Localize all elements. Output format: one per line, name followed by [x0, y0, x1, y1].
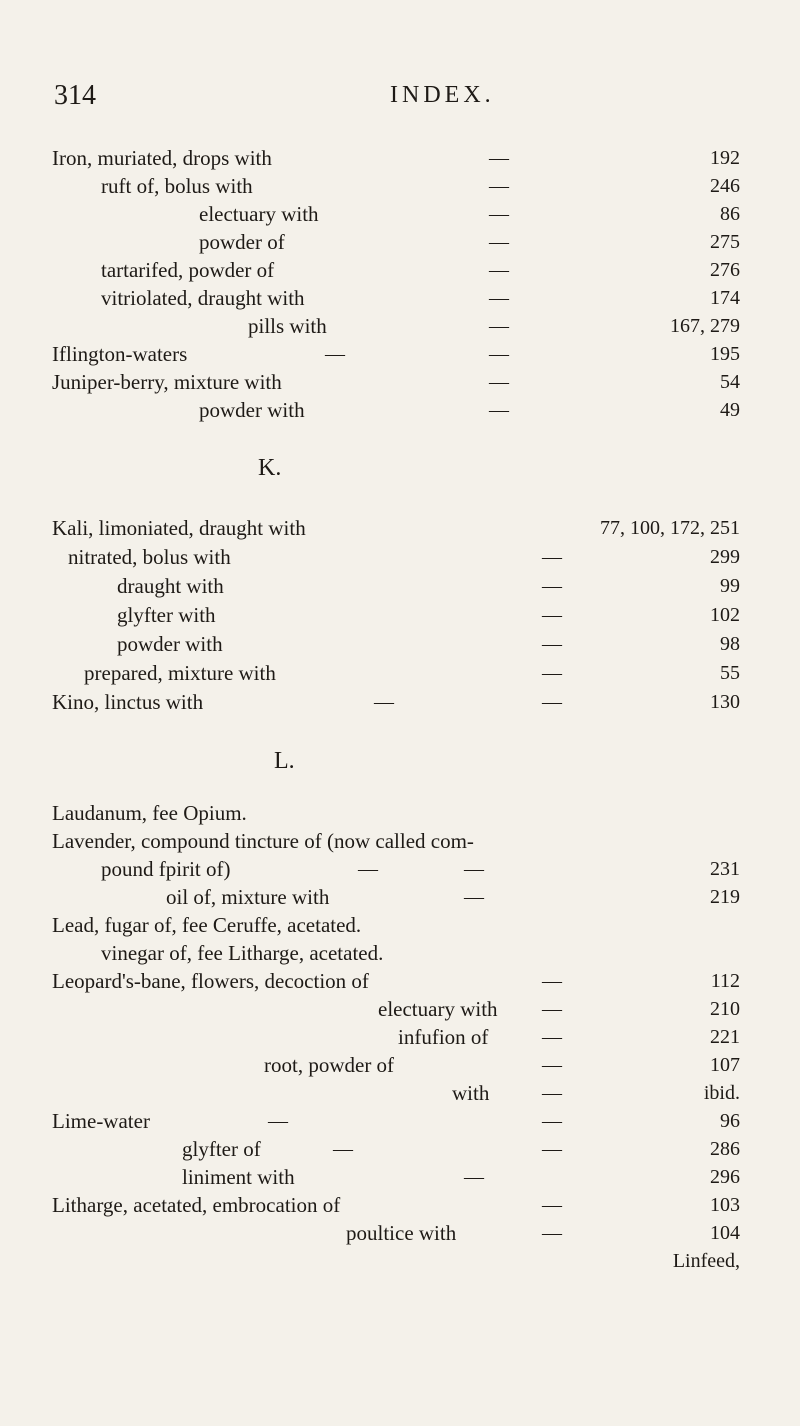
index-entry: tartarifed, powder of — 276 — [101, 258, 740, 282]
index-entry: Litharge, acetated, embrocation of — 103 — [52, 1193, 740, 1217]
index-entry: nitrated, bolus with — 299 — [68, 545, 740, 569]
index-entry: pills with — 167, 279 — [248, 314, 740, 338]
index-entry: draught with — 99 — [117, 574, 740, 598]
index-entry: Iron, muriated, drops with — 192 — [52, 146, 740, 170]
index-entry: pound fpirit of) — — 231 — [101, 857, 740, 881]
index-entry: vitriolated, draught with — 174 — [101, 286, 740, 310]
index-entry: root, powder of — 107 — [264, 1053, 740, 1077]
index-entry: powder with — 98 — [117, 632, 740, 656]
running-head: INDEX. — [390, 82, 495, 108]
catchword: Linfeed, — [672, 1250, 740, 1272]
index-entry: poultice with — 104 — [346, 1221, 740, 1245]
catchword-row — [0, 1246, 800, 1276]
page-number: 314 — [54, 80, 96, 111]
index-entry: oil of, mixture with — 219 — [166, 885, 740, 909]
index-entry: electuary with — 210 — [378, 997, 740, 1021]
index-entry: vinegar of, fee Litharge, acetated. — [101, 941, 384, 965]
index-entry: with — ibid. — [452, 1081, 740, 1105]
index-entry: prepared, mixture with — 55 — [84, 661, 740, 685]
index-entry: Kino, linctus with — — 130 — [52, 690, 740, 714]
index-entry: Kali, limoniated, draught with 77, 100, 172, 251 — [52, 516, 740, 540]
index-entry: infufion of — 221 — [398, 1025, 740, 1049]
index-entry: electuary with — 86 — [199, 202, 740, 226]
index-entry: liniment with — 296 — [182, 1165, 740, 1189]
section-letter-k: K. — [258, 455, 282, 481]
index-entry: powder of — 275 — [199, 230, 740, 254]
index-entry: Lavender, compound tincture of (now called com- — [52, 829, 474, 853]
index-entry: powder with — 49 — [199, 398, 740, 422]
index-entry: Lime-water — — 96 — [52, 1109, 740, 1133]
index-entry: ruft of, bolus with — 246 — [101, 174, 740, 198]
index-entry: glyfter of — — 286 — [182, 1137, 740, 1161]
index-entry: Iflington-waters — — 195 — [52, 342, 740, 366]
index-entry: Juniper-berry, mixture with — 54 — [52, 370, 740, 394]
index-entry: Laudanum, fee Opium. — [52, 801, 247, 825]
index-entry: Lead, fugar of, fee Ceruffe, acetated. — [52, 913, 362, 937]
index-entry: Leopard's-bane, flowers, decoction of — 112 — [52, 969, 740, 993]
section-letter-l: L. — [274, 748, 295, 774]
index-entry: glyfter with — 102 — [117, 603, 740, 627]
